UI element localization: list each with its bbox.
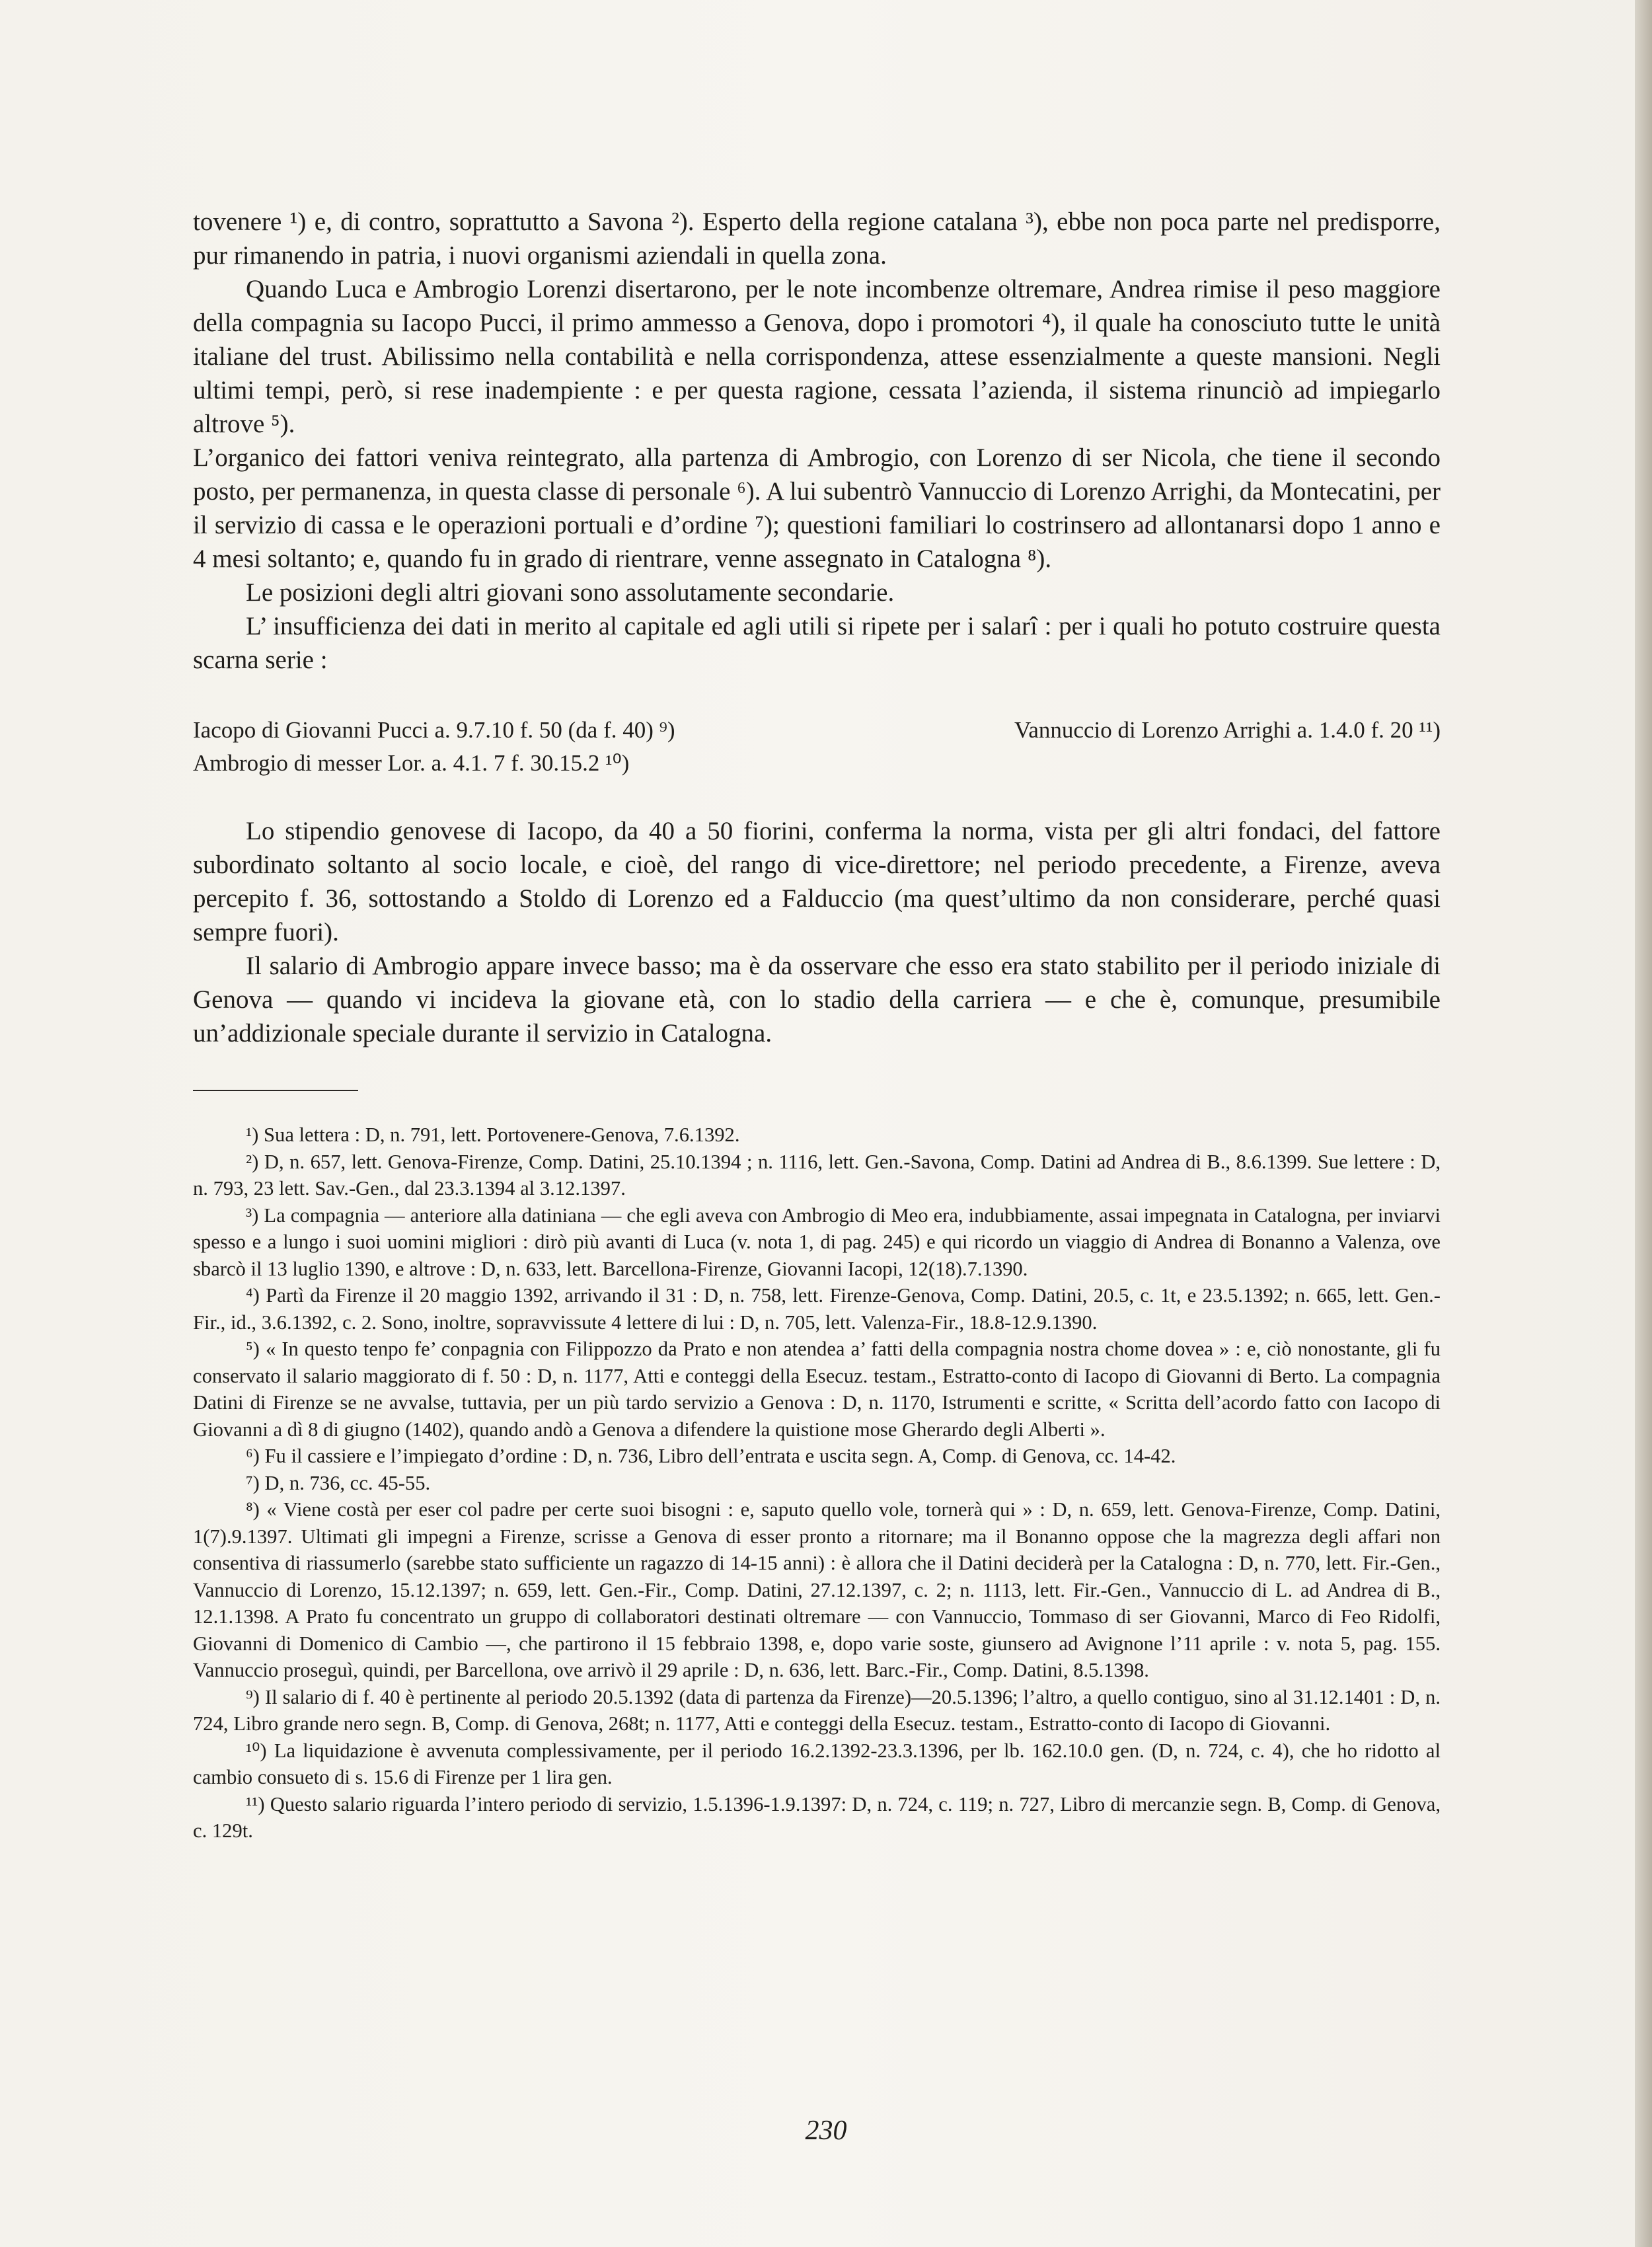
salary-row: Ambrogio di messer Lor. a. 4.1. 7 f. 30.15.2 ¹⁰) <box>193 750 630 776</box>
salary-column-left <box>193 714 675 780</box>
paragraph: Quando Luca e Ambrogio Lorenzi disertarono, per le note incombenze oltremare, Andrea rimise il peso maggiore della compagnia su Iacopo Pucci, il primo ammesso a Genova, dopo i promotori ⁴), il quale ha conosciuto tutte le unità italiane del trust. Abilissimo nella contabilità e nella corrispondenza, attese essenzialmente a queste mansioni. Negli ultimi tempi, però, si rese inadempiente : e per questa ragione, cessata l’azienda, il sistema rinunciò ad impiegarlo altrove ⁵). <box>193 275 1441 438</box>
footnote: ⁷) D, n. 736, cc. 45-55. <box>246 1471 431 1494</box>
text-block <box>193 205 1441 1845</box>
footnote: ¹) Sua lettera : D, n. 791, lett. Portovenere-Genova, 7.6.1392. <box>246 1124 740 1146</box>
footnote: ³) La compagnia — anteriore alla datiniana — che egli aveva con Ambrogio di Meo era, indubbiamente, assai impegnata in Catalogna, per inviarvi spesso e a lungo i suoi uomini migliori : dirò più avanti di Luca (v. nota 1, di pag. 245) e qui ricordo un viaggio di Andrea di Bonanno a Valenza, ove sbarcò il 13 luglio 1390, e altrove : D, n. 633, lett. Barcellona-Firenze, Giovanni Iacopi, 12(18).7.1390. <box>193 1203 1441 1280</box>
footnote: ⁸) « Viene costà per eser col padre per certe suoi bisogni : e, saputo quello vole, tornerà qui » : D, n. 659, lett. Genova-Firenze, Comp. Datini, 1(7).9.1397. Ultimati gli impegni a Firenze, scrisse a Genova di esser pronto a ritornare; ma il Bonanno oppose che la magrezza degli affari non consentiva di riassumerlo (sarebbe stato sufficiente un ragazzo di 14-15 anni) : è allora che il Datini deciderà per la Catalogna : D, n. 770, lett. Fir.-Gen., Vannuccio di Lorenzo, 15.12.1397; n. 659, lett. Gen.-Fir., Comp. Datini, 27.12.1397, c. 2; n. 1113, lett. Fir.-Gen., Vannuccio di L. ad Andrea di B., 12.1.1398. A Prato fu concentrato un gruppo di collaboratori destinati oltremare — con Vannuccio, Tommaso di ser Giovanni, Marco di Feo Ridolfi, Giovanni di Domenico di Cambio —, che partirono il 15 febbraio 1398, e, dopo varie soste, giunsero ad Avignone l’11 aprile : v. nota 5, pag. 155. Vannuccio proseguì, quindi, per Barcellona, ove arrivò il 29 aprile : D, n. 636, lett. Barc.-Fir., Comp. Datini, 8.5.1398. <box>193 1498 1441 1681</box>
footnote: ²) D, n. 657, lett. Genova-Firenze, Comp. Datini, 25.10.1394 ; n. 1116, lett. Gen.-Savona, Comp. Datini ad Andrea di B., 8.6.1399. Sue lettere : D, n. 793, 23 lett. Sav.-Gen., dal 23.3.1394 al 3.12.1397. <box>193 1150 1441 1200</box>
page-number: 230 <box>805 2115 847 2146</box>
footnote: ⁹) Il salario di f. 40 è pertinente al periodo 20.5.1392 (data di partenza da Firenze)—20.5.1396; l’altro, a quello contiguo, sino al 31.12.1401 : D, n. 724, Libro grande nero segn. B, Comp. di Genova, 268t; n. 1177, Atti e conteggi della Esecuz. testam., Estratto-conto di Iacopo di Giovanni. <box>193 1685 1441 1735</box>
main-text-continued <box>193 814 1441 1050</box>
salary-row: Iacopo di Giovanni Pucci a. 9.7.10 f. 50 (da f. 40) ⁹) <box>193 717 675 743</box>
footnote: ⁶) Fu il cassiere e l’impiegato d’ordine : D, n. 736, Libro dell’entrata e uscita segn. A, Comp. di Genova, cc. 14-42. <box>246 1445 1176 1467</box>
paragraph: Lo stipendio genovese di Iacopo, da 40 a 50 fiorini, conferma la norma, vista per gli altri fondaci, del fattore subordinato soltanto al socio locale, e cioè, del rango di vice-direttore; nel periodo precedente, a Firenze, aveva percepito f. 36, sottostando a Stoldo di Lorenzo ed a Falduccio (ma quest’ultimo da non considerare, perché quasi sempre fuori). <box>193 817 1441 946</box>
paragraph: Il salario di Ambrogio appare invece basso; ma è da osservare che esso era stato stabilito per il periodo iniziale di Genova — quando vi incideva la giovane età, con lo stadio della carriera — e che è, comunque, presumibile un’addizionale speciale durante il servizio in Catalogna. <box>193 952 1441 1047</box>
footnote-divider <box>193 1090 358 1091</box>
page-edge <box>1635 0 1652 2247</box>
footnote: ¹¹) Questo salario riguarda l’intero periodo di servizio, 1.5.1396-1.9.1397: D, n. 724, c. 119; n. 727, Libro di mercanzie segn. B, Comp. di Genova, c. 129t. <box>193 1792 1441 1842</box>
salary-table <box>193 714 1441 780</box>
footnote: ¹⁰) La liquidazione è avvenuta complessivamente, per il periodo 16.2.1392-23.3.1396, per lb. 162.10.0 gen. (D, n. 724, c. 4), che ho ridotto al cambio consueto di s. 15.6 di Firenze per 1 lira gen. <box>193 1739 1441 1788</box>
paragraph: L’organico dei fattori veniva reintegrato, alla partenza di Ambrogio, con Lorenzo di ser Nicola, che tiene il secondo posto, per permanenza, in questa classe di personale ⁶). A lui subentrò Vannuccio di Lorenzo Arrighi, da Montecatini, per il servizio di cassa e le operazioni portuali e d’ordine ⁷); questioni familiari lo costrinsero ad allontanarsi dopo 1 anno e 4 mesi soltanto; e, quando fu in grado di rientrare, venne assegnato in Catalogna ⁸). <box>193 443 1441 573</box>
footnote: ⁵) « In questo tenpo fe’ conpagnia con Filippozzo da Prato e non atendea a’ fatti della compagnia nostra chome dovea » : e, ciò nonostante, gli fu conservato il salario maggiorato di f. 50 : D, n. 1177, Atti e conteggi della Esecuz. testam., Estratto-conto di Iacopo di Giovanni di Berto. La compagnia Datini di Firenze se ne avvalse, tuttavia, per un più tardo servizio a Genova : D, n. 1170, Istrumenti e scritte, « Scritta dell’acordo fatto con Iacopo di Giovanni a dì 8 di giugno (1402), quando andò a Genova a difendere la quistione mose Gherardo degli Alberti ». <box>193 1338 1441 1441</box>
paragraph: Le posizioni degli altri giovani sono assolutamente secondarie. <box>246 578 895 607</box>
main-text <box>193 205 1441 677</box>
salary-column-right <box>1014 714 1441 780</box>
salary-row: Vannuccio di Lorenzo Arrighi a. 1.4.0 f. 20 ¹¹) <box>1014 717 1441 743</box>
paragraph: L’ insufficienza dei dati in merito al capitale ed agli utili si ripete per i salarî : per i quali ho potuto costruire questa scarna serie : <box>193 612 1441 674</box>
footnotes <box>193 1122 1441 1845</box>
footnote: ⁴) Partì da Firenze il 20 maggio 1392, arrivando il 31 : D, n. 758, lett. Firenze-Genova, Comp. Datini, 20.5, c. 1t, e 23.5.1392; n. 665, lett. Gen.-Fir., id., 3.6.1392, c. 2. Sono, inoltre, sopravvissute 4 lettere di lui : D, n. 705, lett. Valenza-Fir., 18.8-12.9.1390. <box>193 1284 1441 1334</box>
paragraph: tovenere ¹) e, di contro, soprattutto a Savona ²). Esperto della regione catalana ³), ebbe non poca parte nel predisporre, pur rimanendo in patria, i nuovi organismi aziendali in quella zona. <box>193 208 1441 270</box>
